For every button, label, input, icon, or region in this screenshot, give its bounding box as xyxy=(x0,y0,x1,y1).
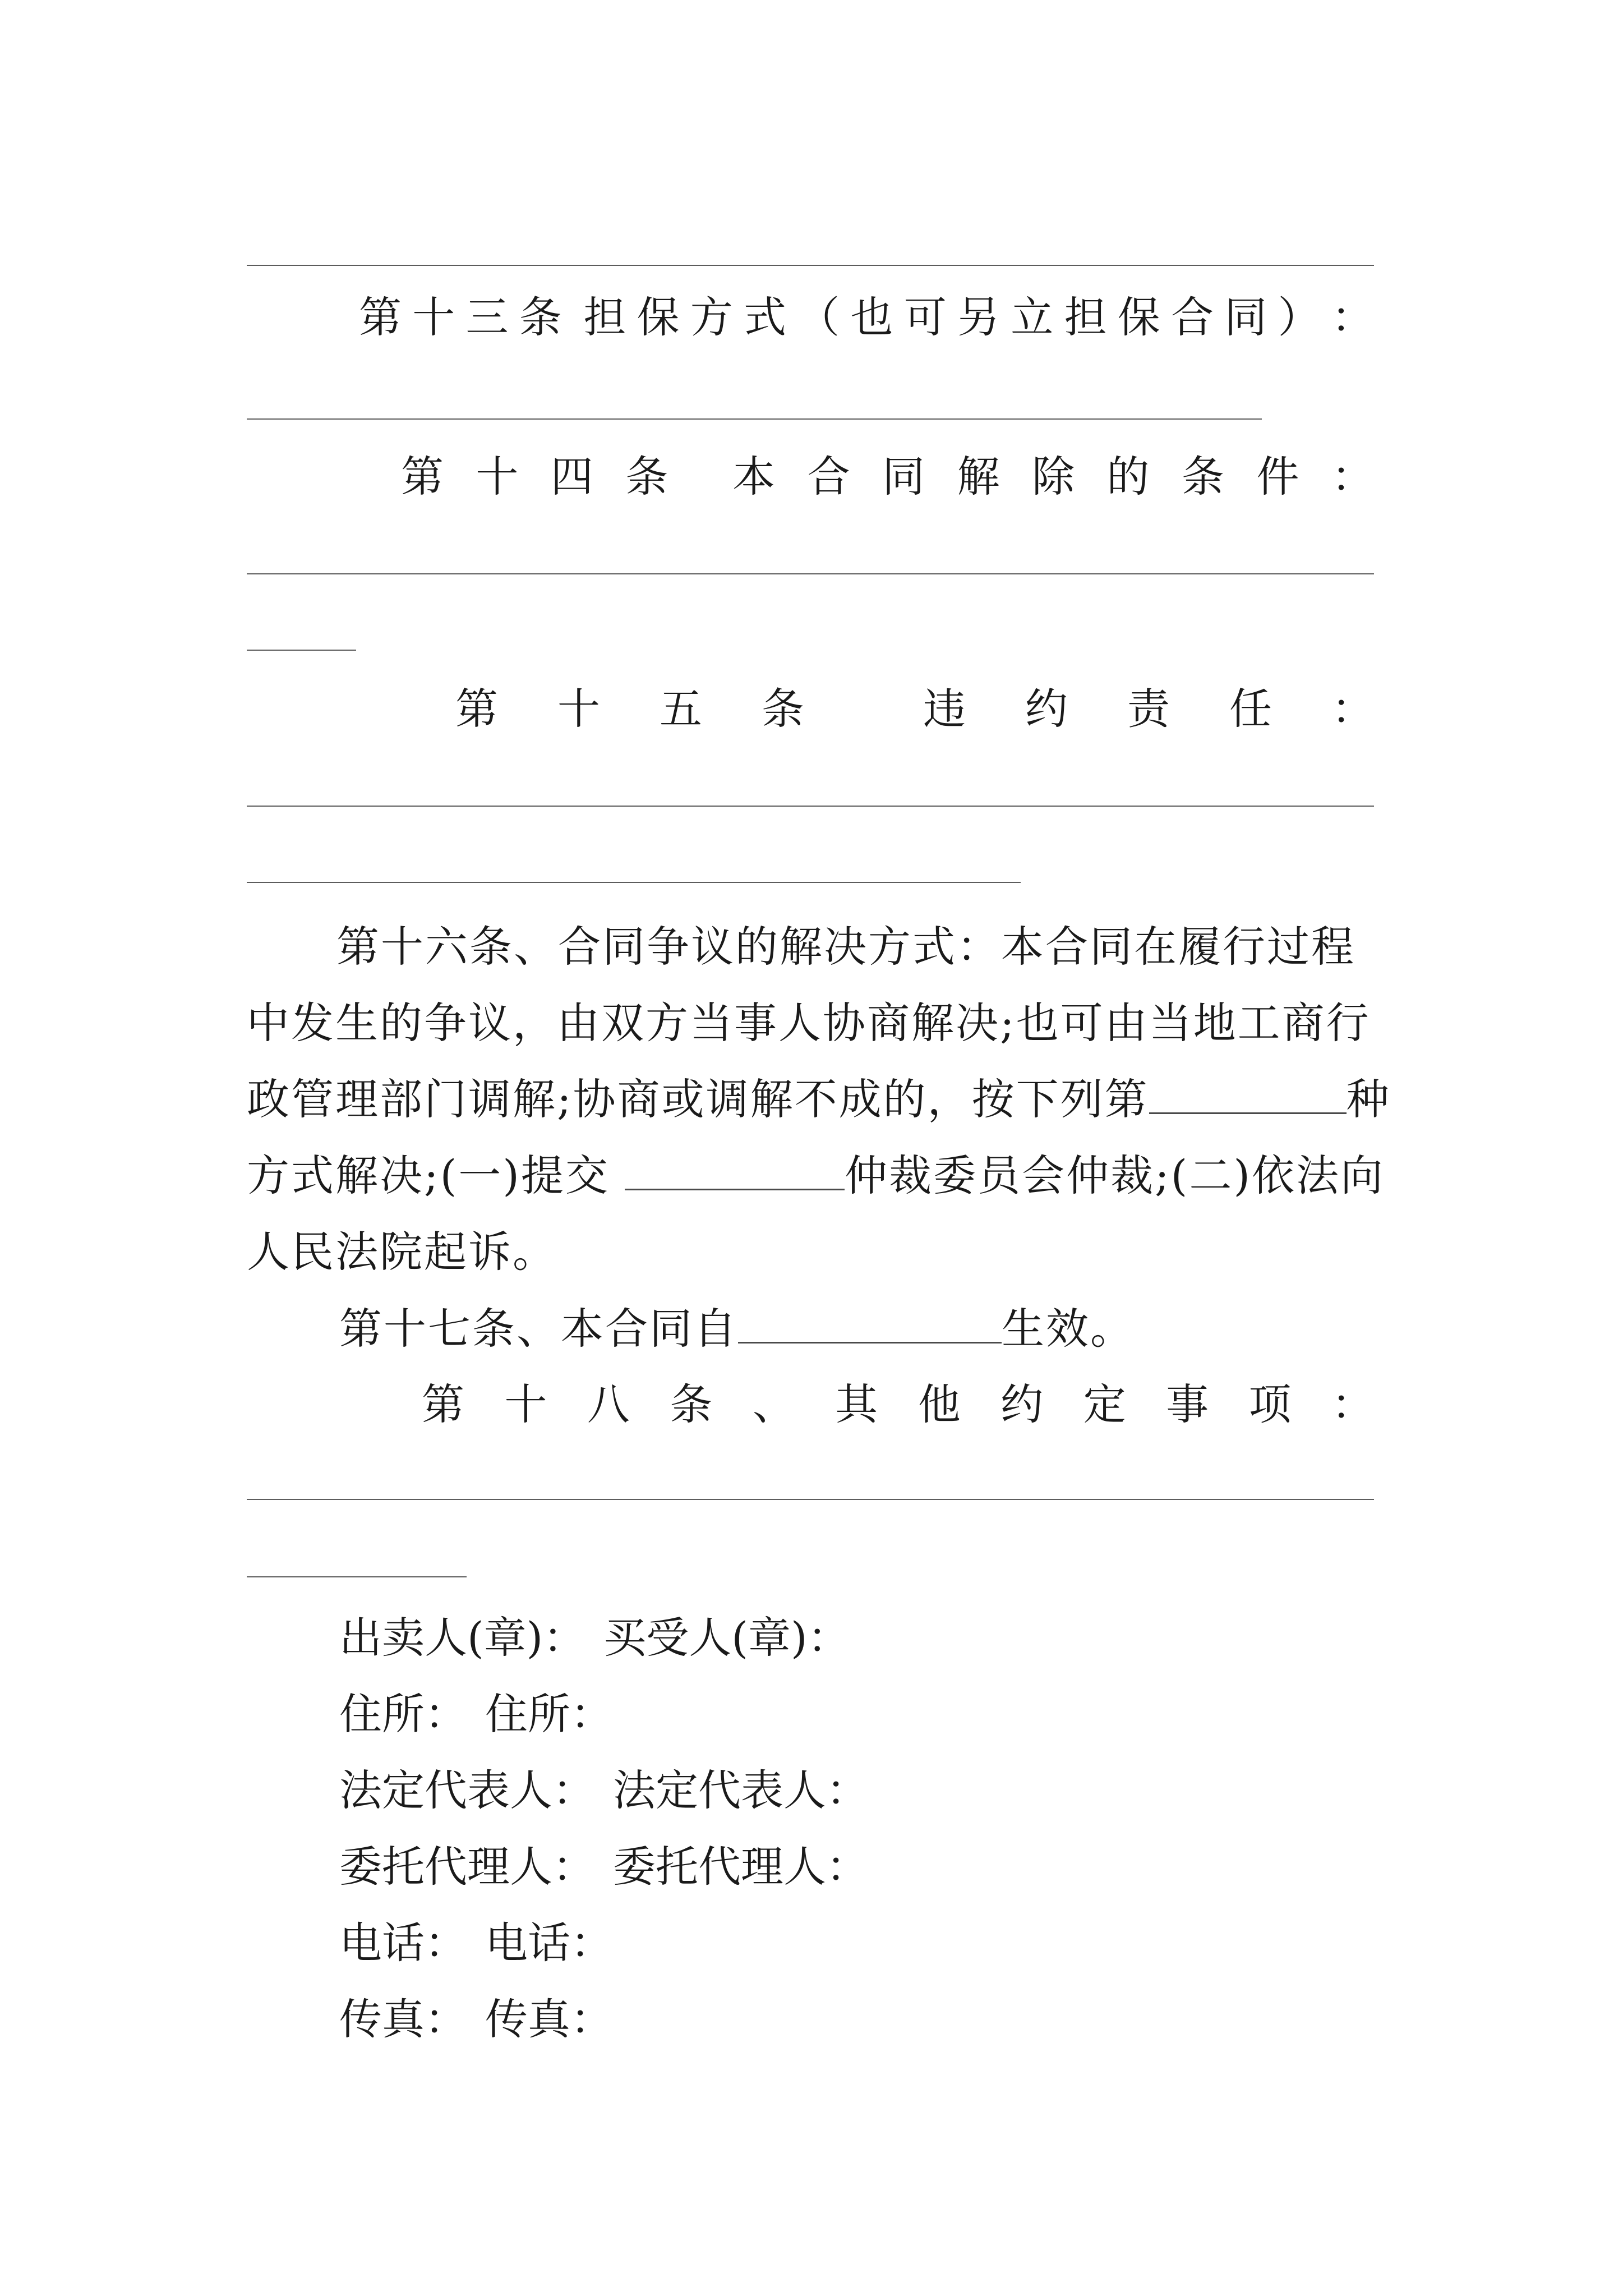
blank-line xyxy=(247,1576,467,1577)
signature-fax-line: 传真： 传真： xyxy=(339,1994,613,2044)
signature-seller-line xyxy=(339,1613,850,1663)
choice-blank[interactable] xyxy=(1149,1076,1347,1114)
article-17-line: 第十七条、本合同自 生效。 xyxy=(339,1304,1135,1354)
blank-line xyxy=(247,882,1021,883)
article-16-paragraph: 第十六条、合同争议的解决方式：本合同在履行过程中发生的争议，由双方当事人协商解决;也可由当地工商行政管理部门调解;协商或调解不成的，按下列第 种方式解决;(一)提交 仲裁委员会仲裁;(二)依法向人民法院起诉。 xyxy=(247,922,1391,1277)
blank-line xyxy=(247,806,1374,807)
signature-agent-line: 委托代理人： 委托代理人： xyxy=(339,1842,869,1892)
signature-address-line: 住所： 住所： xyxy=(339,1689,613,1739)
seller-label: 出卖人(章)： xyxy=(339,1613,586,1663)
article-18-heading: 第 十 八 条 、 其 他 约 定 事 项 ： xyxy=(422,1379,1374,1429)
article-14-heading: 第 十 四 条 本 合 同 解 除 的 条 件 ： xyxy=(401,452,1374,501)
blank-line xyxy=(247,265,1374,266)
blank-line xyxy=(247,418,1262,420)
buyer-label: 买受人(章)： xyxy=(603,1613,850,1663)
effective-date-blank[interactable] xyxy=(738,1306,1002,1343)
article-13-heading: 第 十 三 条 担 保 方 式 （ 也 可 另 立 担 保 合 同 ） ： xyxy=(359,292,1374,342)
arbitration-committee-blank[interactable] xyxy=(625,1153,845,1190)
blank-line xyxy=(247,1499,1374,1500)
signature-phone-line: 电话： 电话： xyxy=(339,1918,613,1968)
article-15-heading: 第 十 五 条 违 约 责 任 ： xyxy=(455,684,1374,734)
blank-line xyxy=(247,650,356,651)
blank-line xyxy=(247,573,1374,574)
signature-legal-rep-line: 法定代表人： 法定代表人： xyxy=(339,1765,869,1815)
